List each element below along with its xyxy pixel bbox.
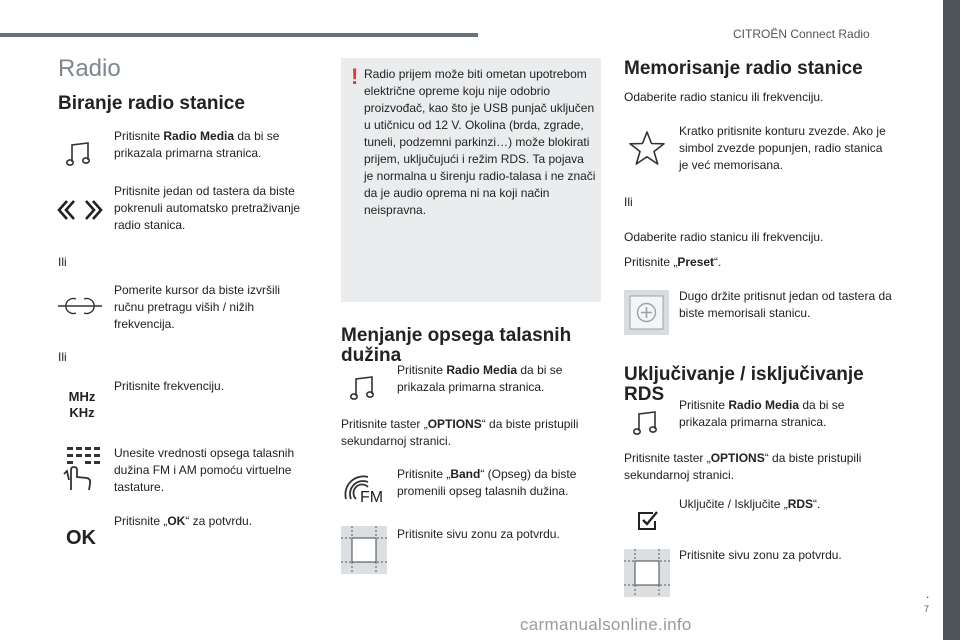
fm-label: FM [360, 489, 384, 506]
header-bar [0, 33, 478, 37]
khz-label: KHz [69, 405, 95, 420]
step-grey-zone: Pritisnite sivu zonu za potvrdu. [679, 548, 842, 562]
or-label: Ili [624, 195, 633, 209]
step-preset: Pritisnite „Preset“. [624, 255, 722, 269]
slider-cursor-icon [55, 292, 105, 320]
step-star: Kratko pritisnite konturu zvezde. Ako je simbol zvezde popunjen, radio stanica je već memorisana. [679, 124, 886, 172]
mhz-label: MHz [68, 389, 96, 404]
intro-select-2: Odaberite radio stanicu ili frekvenciju. [624, 230, 824, 244]
step-auto-search: Pritisnite jedan od tastera da biste pokrenuli automatsko pretraživanje radio stanica. [114, 184, 301, 232]
music-note-icon [627, 407, 667, 439]
step-virtual-keyboard: Unesite vrednosti opsega talasnih dužina FM i AM pomoću virtuelne tastature. [114, 446, 295, 494]
step-grey-zone: Pritisnite sivu zonu za potvrdu. [397, 527, 560, 541]
step-band: Pritisnite „Band“ (Opseg) da biste promenili opseg talasnih dužina. [397, 467, 577, 498]
step-options: Pritisnite taster „OPTIONS“ da biste pristupili sekundarnoj stranici. [624, 451, 862, 482]
step-radio-media: Pritisnite Radio Media da bi se prikazala primarna stranica. [679, 398, 845, 429]
fm-band-icon [342, 473, 388, 513]
preset-button-icon [624, 290, 669, 335]
intro-select: Odaberite radio stanicu ili frekvenciju. [624, 90, 824, 104]
page-number: 7 [924, 604, 930, 614]
checkbox-icon [634, 508, 662, 534]
or-label: Ili [58, 350, 67, 364]
step-long-press: Dugo držite pritisnut jedan od tastera da biste memorisali stanicu. [679, 289, 892, 320]
music-note-icon [344, 372, 384, 404]
step-confirm-ok: Pritisnite „OK“ za potvrdu. [114, 514, 253, 528]
heading-select-station: Biranje radio stanice [58, 93, 245, 114]
keypad-icon [58, 443, 102, 493]
header-title: CITROËN Connect Radio [733, 27, 870, 41]
heading-store-station: Memorisanje radio stanice [624, 58, 863, 79]
warning-icon: ! [351, 64, 359, 89]
grey-zone-icon [624, 549, 670, 597]
or-label: Ili [58, 255, 67, 269]
seek-arrows-icon [55, 196, 105, 224]
heading-change-band: Menjanje opsega talasnih dužina [341, 325, 572, 366]
heading-rds: Uključivanje / isključivanje RDS [624, 364, 864, 405]
step-rds-toggle: Uključite / Isključite „RDS“. [679, 497, 821, 511]
step-manual-search: Pomerite kursor da biste izvršili ručnu pretragu viših / nižih frekvencija. [114, 283, 281, 331]
star-icon [625, 128, 669, 168]
step-options: Pritisnite taster „OPTIONS“ da biste pristupili sekundarnoj stranici. [341, 417, 579, 448]
ok-icon: OK [66, 527, 96, 549]
step-press-frequency: Pritisnite frekvenciju. [114, 379, 225, 393]
warning-note-text: Radio prijem može biti ometan upotrebom električne opreme koju nije odobrio proizvođač, kao što je USB punjač uključen u utičnicu od 12 V. Okolina (brda, zgrade, tuneli, podzemni parkinzi…) može blokirati prijem, uključujući i režim RDS. Ta pojava je normalna u širenju radio-talasa i ne znači da je audio oprema ni na koji način neispravna. [364, 67, 596, 217]
page-dot: . [926, 587, 930, 601]
side-strip [943, 0, 960, 640]
grey-zone-icon [341, 526, 387, 574]
music-note-icon [60, 138, 100, 170]
step-radio-media: Pritisnite Radio Media da bi se prikazala primarna stranica. [114, 129, 280, 160]
mhz-khz-icon [64, 389, 100, 421]
section-title: Radio [58, 55, 121, 82]
step-radio-media: Pritisnite Radio Media da bi se prikazala primarna stranica. [397, 363, 563, 394]
watermark: carmanualsonline.info [520, 615, 692, 634]
